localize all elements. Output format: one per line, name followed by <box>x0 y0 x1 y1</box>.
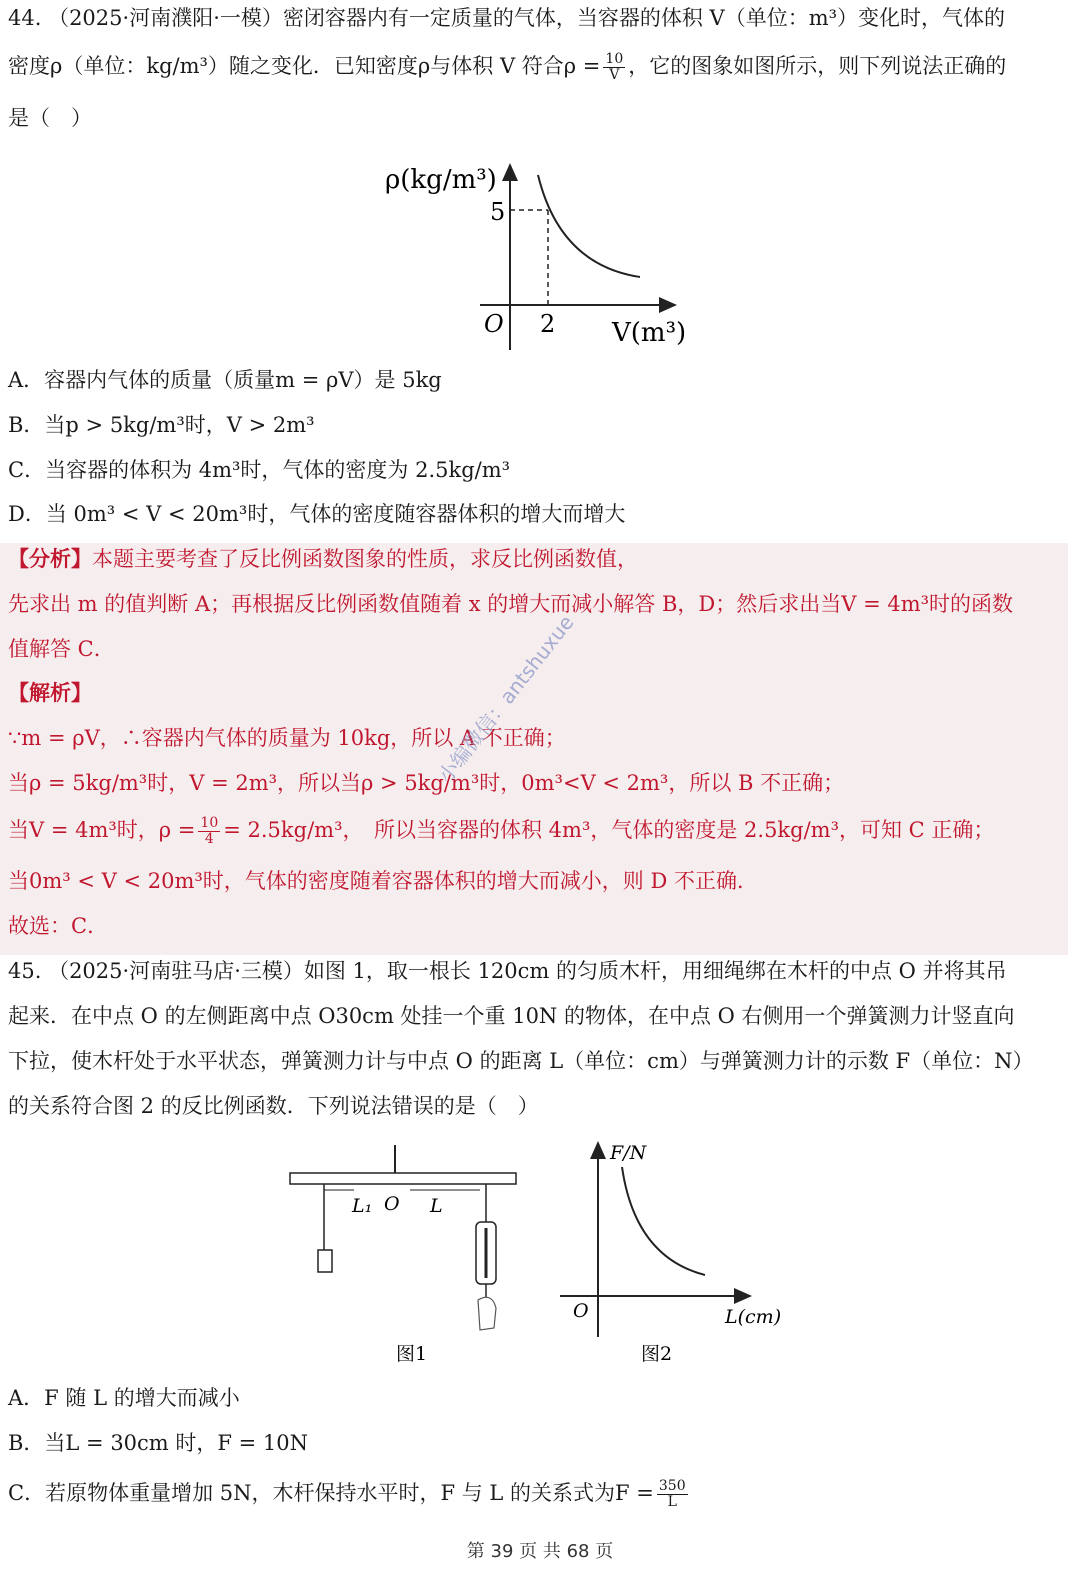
figure2-caption: 图2 <box>641 1343 673 1365</box>
y-tick-label: 5 <box>490 198 506 226</box>
watermark-text: 小编微信：antshuxue <box>433 610 579 788</box>
x-axis-label: V(m³) <box>612 318 687 348</box>
q44-stem-line2-a: 密度ρ（单位：kg/m³）随之变化．已知密度ρ与体积 V 符合ρ = <box>8 54 601 78</box>
solution-line5: 故选：C． <box>8 914 109 938</box>
q44-option-a: A．容器内气体的质量（质量m = ρV）是 5kg <box>8 368 442 392</box>
analysis-line2: 先求出 m 的值判断 A；再根据反比例函数值随着 x 的增大而减小解答 B，D；然后求出当V = 4m³时的函数 <box>8 592 1014 616</box>
x-axis-label: L(cm) <box>725 1306 782 1328</box>
q45-stem-line1: 45. （2025·河南驻马店·三模）如图 1，取一根长 120cm 的匀质木杆，用细绳绑在木杆的中点 O 并将其吊 <box>8 959 1007 983</box>
q44-stem-line2 <box>8 51 1066 83</box>
q44-option-d: D．当 0m³ < V < 20m³时，气体的密度随容器体积的增大而增大 <box>8 502 626 526</box>
inverse-curve <box>622 1167 705 1275</box>
analysis-text1: 本题主要考查了反比例函数图象的性质，求反比例函数值， <box>92 547 638 571</box>
x-tick-label: 2 <box>540 310 556 338</box>
q45-stem-line2: 起来．在中点 O 的左侧距离中点 O30cm 处挂一个重 10N 的物体，在中点 O 右侧用一个弹簧测力计竖直向 <box>8 1004 1015 1028</box>
solution-line1: ∵m = ρV，∴容器内气体的质量为 10kg，所以 A 不正确； <box>8 726 566 750</box>
q44-stem-line2-b: ，它的图象如图所示，则下列说法正确的 <box>628 54 1007 78</box>
wooden-rod <box>290 1173 516 1184</box>
solution-line3-b: = 2.5kg/m³， 所以当容器的体积 4m³，气体的密度是 2.5kg/m³，可知 C 正确； <box>223 818 995 842</box>
page-footer: 第 39 页 共 68 页 <box>466 1541 614 1562</box>
label-o: O <box>384 1193 400 1215</box>
solution-fraction <box>198 816 220 847</box>
y-axis-label: ρ(kg/m³) <box>385 165 497 195</box>
figure1-caption: 图1 <box>396 1343 428 1365</box>
q45-option-a: A．F 随 L 的增大而减小 <box>8 1386 240 1410</box>
solution-title: 【解析】 <box>8 680 92 705</box>
solution-line4: 当0m³ < V < 20m³时，气体的密度随着容器体积的增大而减小，则 D 不正确． <box>8 869 758 893</box>
q44-formula-fraction <box>603 52 625 83</box>
q45-figure1-lever <box>280 1140 530 1370</box>
y-axis-label: F/N <box>610 1142 647 1164</box>
hand-icon <box>478 1297 496 1330</box>
q44-option-c: C．当容器的体积为 4m³时，气体的密度为 2.5kg/m³ <box>8 458 511 482</box>
solution-line3 <box>8 815 1066 847</box>
q45-stem-line3: 下拉，使木杆处于水平状态，弹簧测力计与中点 O 的距离 L（单位：cm）与弹簧测力计的示数 F（单位：N） <box>8 1049 1034 1073</box>
analysis-title: 【分析】 <box>8 546 92 571</box>
weight-block <box>318 1250 332 1272</box>
origin-label: O <box>573 1300 589 1322</box>
q45-option-b: B．当L = 30cm 时，F = 10N <box>8 1431 309 1455</box>
label-l1: L₁ <box>352 1195 373 1217</box>
q45-stem-line4: 的关系符合图 2 的反比例函数．下列说法错误的是（ ） <box>8 1094 539 1118</box>
fraction-numerator: 10 <box>200 815 219 831</box>
origin-label: O <box>484 310 504 338</box>
q44-density-graph <box>380 155 700 355</box>
q45-option-c <box>8 1478 1066 1510</box>
fraction-denominator: V <box>609 67 620 83</box>
fraction-denominator: 4 <box>204 831 214 847</box>
analysis-line1 <box>8 544 1066 574</box>
label-l: L <box>430 1195 443 1217</box>
analysis-line3: 值解答 C． <box>8 637 115 661</box>
q44-stem-line3: 是（ ） <box>8 106 92 130</box>
solution-line2: 当ρ = 5kg/m³时，V = 2m³，所以当ρ > 5kg/m³时，0m³<V < 2m³，所以 B 不正确； <box>8 771 845 795</box>
fraction-numerator: 10 <box>605 51 624 67</box>
q45-figure2-graph <box>555 1137 795 1370</box>
fraction-numerator: 350 <box>658 1478 686 1494</box>
q44-stem-line1: 44. （2025·河南濮阳·一模）密闭容器内有一定质量的气体，当容器的体积 V（单位：m³）变化时，气体的 <box>8 6 1006 30</box>
q45-option-c-text: C．若原物体重量增加 5N，木杆保持水平时，F 与 L 的关系式为F = <box>8 1481 654 1505</box>
fraction-denominator: L <box>667 1494 677 1510</box>
inverse-curve <box>538 175 640 277</box>
solution-line3-a: 当V = 4m³时，ρ = <box>8 818 196 842</box>
q44-option-b: B．当p > 5kg/m³时，V > 2m³ <box>8 413 315 437</box>
q45-option-c-fraction <box>657 1479 688 1510</box>
